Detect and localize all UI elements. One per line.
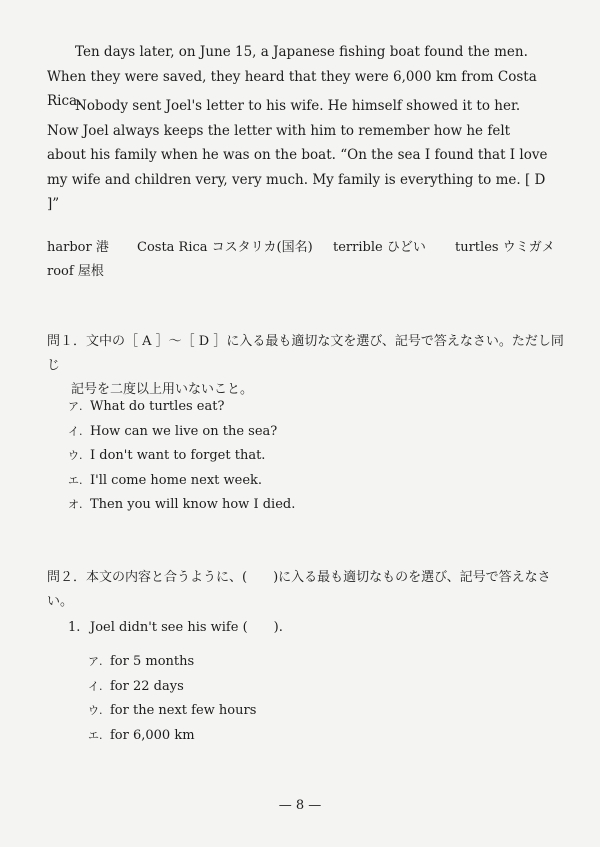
choice-item: ア. What do turtles eat?	[68, 399, 225, 414]
glossary-item: turtles ウミガメ	[455, 240, 555, 255]
choice-item: ウ. I don't want to forget that.	[68, 448, 266, 463]
glossary-item: harbor 港	[47, 240, 109, 255]
choice-item: イ. for 22 days	[88, 678, 184, 694]
question-1-heading: 問１．文中の［ A ］～［ D ］に入る最も適切な文を選び、記号で答えなさい。ただし同じ 記号を二度以上用いないこと。	[47, 334, 564, 397]
choice-item: エ. for 6,000 km	[88, 727, 195, 743]
question-2-sub-1-choices	[88, 650, 488, 748]
glossary-item: roof 屋根	[47, 264, 104, 279]
choice-item: エ. I'll come home next week.	[68, 472, 263, 488]
glossary-row-1	[47, 236, 557, 260]
passage-paragraph-1: Ten days later, on June 15, a Japanese fishing boat found the men. When they were saved, they heard that they were 6,000 km from Costa Rica.	[47, 44, 537, 109]
choice-item: ウ. for the next few hours	[88, 703, 257, 718]
choice-item: オ. Then you will know how I died.	[68, 497, 296, 512]
glossary-item: Costa Rica コスタリカ(国名)	[137, 240, 313, 255]
choice-item: ア. for 5 months	[88, 654, 195, 669]
choice-item: イ. How can we live on the sea?	[68, 423, 278, 439]
glossary-item: terrible ひどい	[333, 240, 426, 255]
glossary	[47, 236, 557, 284]
question-2-sub-1: 1. Joel didn't see his wife ( ).	[68, 620, 283, 635]
passage-paragraph-2: Nobody sent Joel's letter to his wife. He himself showed it to her. Now Joel always keeps the letter with him to remember how he felt about his family when he was on the boat. “On the sea I found that I love my wife and children very, very much. My family is everything to me. [ D ]”	[47, 98, 548, 212]
page-number: — 8 —	[278, 798, 322, 813]
glossary-row-2	[47, 260, 557, 284]
question-2-heading: 問２．本文の内容と合うように、( )に入る最も適切なものを選び、記号で答えなさい。	[47, 570, 551, 609]
question-1-choices	[68, 395, 468, 518]
